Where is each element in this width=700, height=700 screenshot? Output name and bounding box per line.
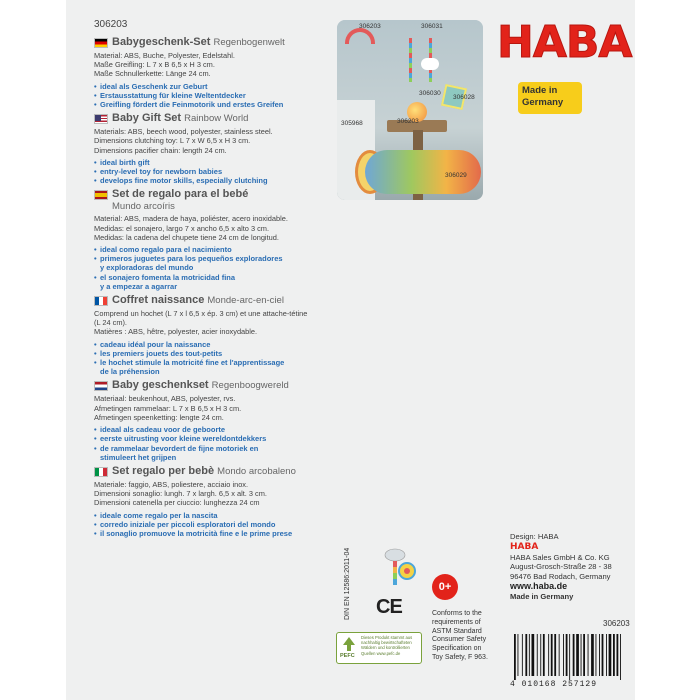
section-title [112,379,289,392]
astm-line: ASTM Standard [432,627,482,635]
bullet-text: • develops fine motor skills, especially clutching [100,176,268,186]
barcode-bar [583,634,585,676]
feature-bullet [94,340,329,349]
section-subtitle: Rainbow World [184,113,249,125]
barcode-bar [617,634,619,676]
barcode-bar [588,634,589,676]
section-body [94,127,329,155]
body-line: Maße Greifling: L 7 x B 6,5 x H 3 cm. [94,60,215,70]
barcode-icon [510,634,630,680]
made-in: Made in Germany [510,592,574,602]
photo-label: 306028 [453,94,475,101]
barcode-bar [548,634,549,676]
barcode-bar [537,634,538,676]
language-section-it [94,465,329,538]
barcode-bar [620,634,621,680]
body-line: Medidas: el sonajero, largo 7 x ancho 6,5 x alto 3 cm. [94,223,270,233]
made-badge-line2: Germany [522,97,564,108]
body-line: Dimensioni sonaglio: lungh. 7 x largh. 6,5 x alt. 3 cm. [94,489,267,499]
din-standard: DIN EN 12586:2011-04 [344,547,351,620]
photo-label: 306203 [397,118,419,125]
company-city: 96476 Bad Rodach, Germany [510,571,611,581]
body-line: Afmetingen rammelaar: L 7 x B 6,5 x H 3 cm. [94,403,242,413]
body-line: Comprend un hochet (L 7 x l 6,5 x ép. 3 cm) et une attache-tétine [94,309,308,319]
feature-bullet [94,82,329,91]
section-subtitle: Regenbogenwelt [213,37,285,48]
bullet-text: • el sonajero fomenta la motricidad fina [100,272,236,282]
bullet-text: • de rammelaar bevordert de fijne motoriek en [100,443,259,453]
feature-bullet [94,254,329,272]
feature-bullets [94,82,329,110]
section-body [94,214,329,242]
product-photo [337,20,483,200]
flag-it-icon [94,467,108,477]
bullet-text: • primeros juguetes para los pequeños exploradores [100,254,283,264]
astm-notice [432,610,512,663]
astm-line: Consumer Safety [432,636,487,644]
section-title-main: Baby geschenkset [112,379,209,392]
design-credit: Design: HABA [510,532,559,541]
section-title [112,112,248,125]
language-section-fr [94,294,329,376]
barcode-bar [599,634,600,676]
photo-label: 306031 [421,23,443,30]
bullet-text: • cadeau idéal pour la naissance [100,339,211,349]
photo-chain [409,38,412,82]
section-subtitle: Mundo arcoíris [112,201,175,213]
language-section-de [94,36,329,109]
feature-bullet [94,520,329,529]
section-subtitle: Monde-arc-en-ciel [207,295,284,307]
language-section-es [94,188,329,291]
section-title-main: Coffret naissance [112,294,205,307]
made-badge-line1: Made in [522,85,558,96]
body-line: Dimensioni catenella per ciuccio: lunghezza 24 cm [94,498,260,508]
body-line: Dimensions pacifier chain: length 24 cm. [94,145,227,155]
section-header [94,188,329,201]
section-body [94,51,329,79]
bullet-text: • il sonaglio promuove la motricità fine e le prime prese [100,528,293,538]
section-body [94,480,329,508]
body-line: (L 24 cm). [94,318,127,328]
language-section-us [94,112,329,185]
photo-cloud-toy [421,58,439,70]
barcode-bar [551,634,553,676]
barcode-bar [576,634,579,676]
section-title [112,188,248,201]
bullet-text: de la préhension [100,367,160,377]
language-sections [94,36,329,541]
barcode-bar [554,634,556,676]
bullet-text: • Greifling fördert die Feinmotorik und erstes Greifen [100,100,284,110]
barcode-bar [532,634,535,676]
section-title-main: Baby Gift Set [112,112,182,125]
pefc-certification [336,632,422,664]
photo-label: 306203 [359,23,381,30]
age-0-plus-icon: 0+ [432,574,458,600]
feature-bullet [94,91,329,100]
photo-label: 305968 [341,120,363,127]
bullet-text: • ideal birth gift [100,157,150,167]
feature-bullet [94,444,329,462]
barcode-number: 4 010168 257129 [510,680,598,689]
feature-bullets [94,340,329,377]
barcode-bar [602,634,604,676]
feature-bullet [94,167,329,176]
barcode-bar [563,634,564,676]
feature-bullet [94,245,329,254]
section-title [112,36,285,49]
company-url[interactable]: www.haba.de [510,581,568,592]
barcode-bar [522,634,523,676]
astm-line: Specification on [432,645,482,653]
feature-bullets [94,158,329,186]
ce-mark: CE [376,596,402,618]
feature-bullets [94,245,329,291]
company-name: HABA Sales GmbH & Co. KG [510,552,610,562]
feature-bullet [94,529,329,538]
section-body [94,309,329,337]
barcode-bar [514,634,516,680]
photo-label: 306030 [419,90,441,97]
flag-es-icon [94,190,108,200]
bullet-text: • corredo iniziale per piccoli esploratori del mondo [100,519,276,529]
feature-bullet [94,425,329,434]
body-line: Matières : ABS, hêtre, polyester, acier inoxydable. [94,327,258,337]
flag-fr-icon [94,296,108,306]
flag-nl-icon [94,381,108,391]
feature-bullets [94,511,329,539]
astm-line: Conforms to the [432,610,482,617]
feature-bullet [94,100,329,109]
barcode-bar [566,634,568,676]
barcode-bar [573,634,575,676]
section-header [94,294,329,307]
photo-label: 306029 [445,172,467,179]
feature-bullet [94,358,329,376]
body-line: Afmetingen speenketting: lengte 24 cm. [94,412,224,422]
barcode-bar [540,634,541,676]
bullet-text: y exploradoras del mundo [100,263,194,273]
section-body [94,394,329,422]
section-header [94,112,329,125]
bullet-text: y a empezar a agarrar [100,281,178,291]
feature-bullet [94,434,329,443]
section-subtitle: Mondo arcobaleno [217,465,296,477]
bullet-text: • ideal como regalo para el nacimiento [100,245,232,255]
flag-us-icon [94,114,108,124]
barcode-bar [606,634,607,676]
body-line: Materials: ABS, beech wood, polyester, stainless steel. [94,127,273,137]
body-line: Material: ABS, Buche, Polyester, Edelstahl. [94,51,235,60]
language-section-nl [94,379,329,461]
barcode-bar [609,634,612,676]
body-line: Medidas: la cadena del chupete tiene 24 cm de longitud. [94,232,279,242]
flag-de-icon [94,38,108,48]
barcode-bar [529,634,530,676]
pefc-text: Dieses Produkt stammt aus nachhaltig bewirtschafteten Wäldern und kontrollierten Quellen www.pefc.de [361,635,413,656]
section-title [112,465,296,478]
body-line: Maße Schnullerkette: Länge 24 cm. [94,69,211,79]
barcode-bar [613,634,615,676]
bullet-text: • ideal als Geschenk zur Geburt [100,81,208,91]
barcode-bar [518,634,519,676]
feature-bullet [94,349,329,358]
barcode-bar [525,634,527,676]
bullet-text: • Erstausstattung für kleine Weltentdecker [100,90,246,100]
section-title-main: Set de regalo para el bebé [112,188,249,201]
barcode-bar [543,634,545,676]
bullet-text: • les premiers jouets des tout-petits [100,348,223,358]
astm-line: Toy Safety, F 963. [432,653,488,661]
feature-bullet [94,273,329,291]
haba-mini-logo: HABA [510,541,539,552]
section-header [94,379,329,392]
bullet-text: • ideale come regalo per la nascita [100,510,218,520]
bullet-text: stimuleert het grijpen [100,452,177,462]
section-header [94,465,329,478]
barcode-bar [591,634,594,676]
body-line: Material: ABS, madera de haya, poliéster, acero inoxidable. [94,214,288,224]
pefc-tree-icon [340,636,358,652]
section-subtitle: Regenboogwereld [211,380,289,392]
bullet-text: • entry-level toy for newborn babies [100,167,223,177]
bullet-text: • le hochet stimule la motricité fine et l'apprentissage [100,358,285,368]
barcode-bar [559,634,560,676]
article-number: 306203 [94,19,128,30]
section-title [112,294,284,307]
company-info [510,532,635,602]
haba-logo: HABA [497,17,632,68]
bullet-text: • ideaal als cadeau voor de geboorte [100,425,226,435]
feature-bullet [94,176,329,185]
barcode-bar [596,634,597,676]
body-line: Dimensions clutching toy: L 7 x W 6,5 x H 3 cm. [94,136,251,146]
pefc-label: PEFC [340,653,355,659]
barcode-bar [569,634,570,680]
article-number-bottom: 306203 [603,619,630,628]
feature-bullets [94,425,329,462]
made-in-germany-badge [518,82,582,114]
section-title-main: Set regalo per bebè [112,464,215,477]
section-header [94,36,329,49]
barcode-bar [581,634,582,676]
company-street: August-Grosch-Straße 28 - 38 [510,562,612,572]
body-line: Materiale: faggio, ABS, poliestere, acciaio inox. [94,479,249,489]
feature-bullet [94,511,329,520]
bullet-text: • eerste uitrusting voor kleine wereldontdekkers [100,434,267,444]
feature-bullet [94,158,329,167]
astm-line: requirements of [432,618,481,626]
section-title-main: Babygeschenk-Set [112,36,211,48]
body-line: Materiaal: beukenhout, ABS, polyester, rvs. [94,394,236,404]
